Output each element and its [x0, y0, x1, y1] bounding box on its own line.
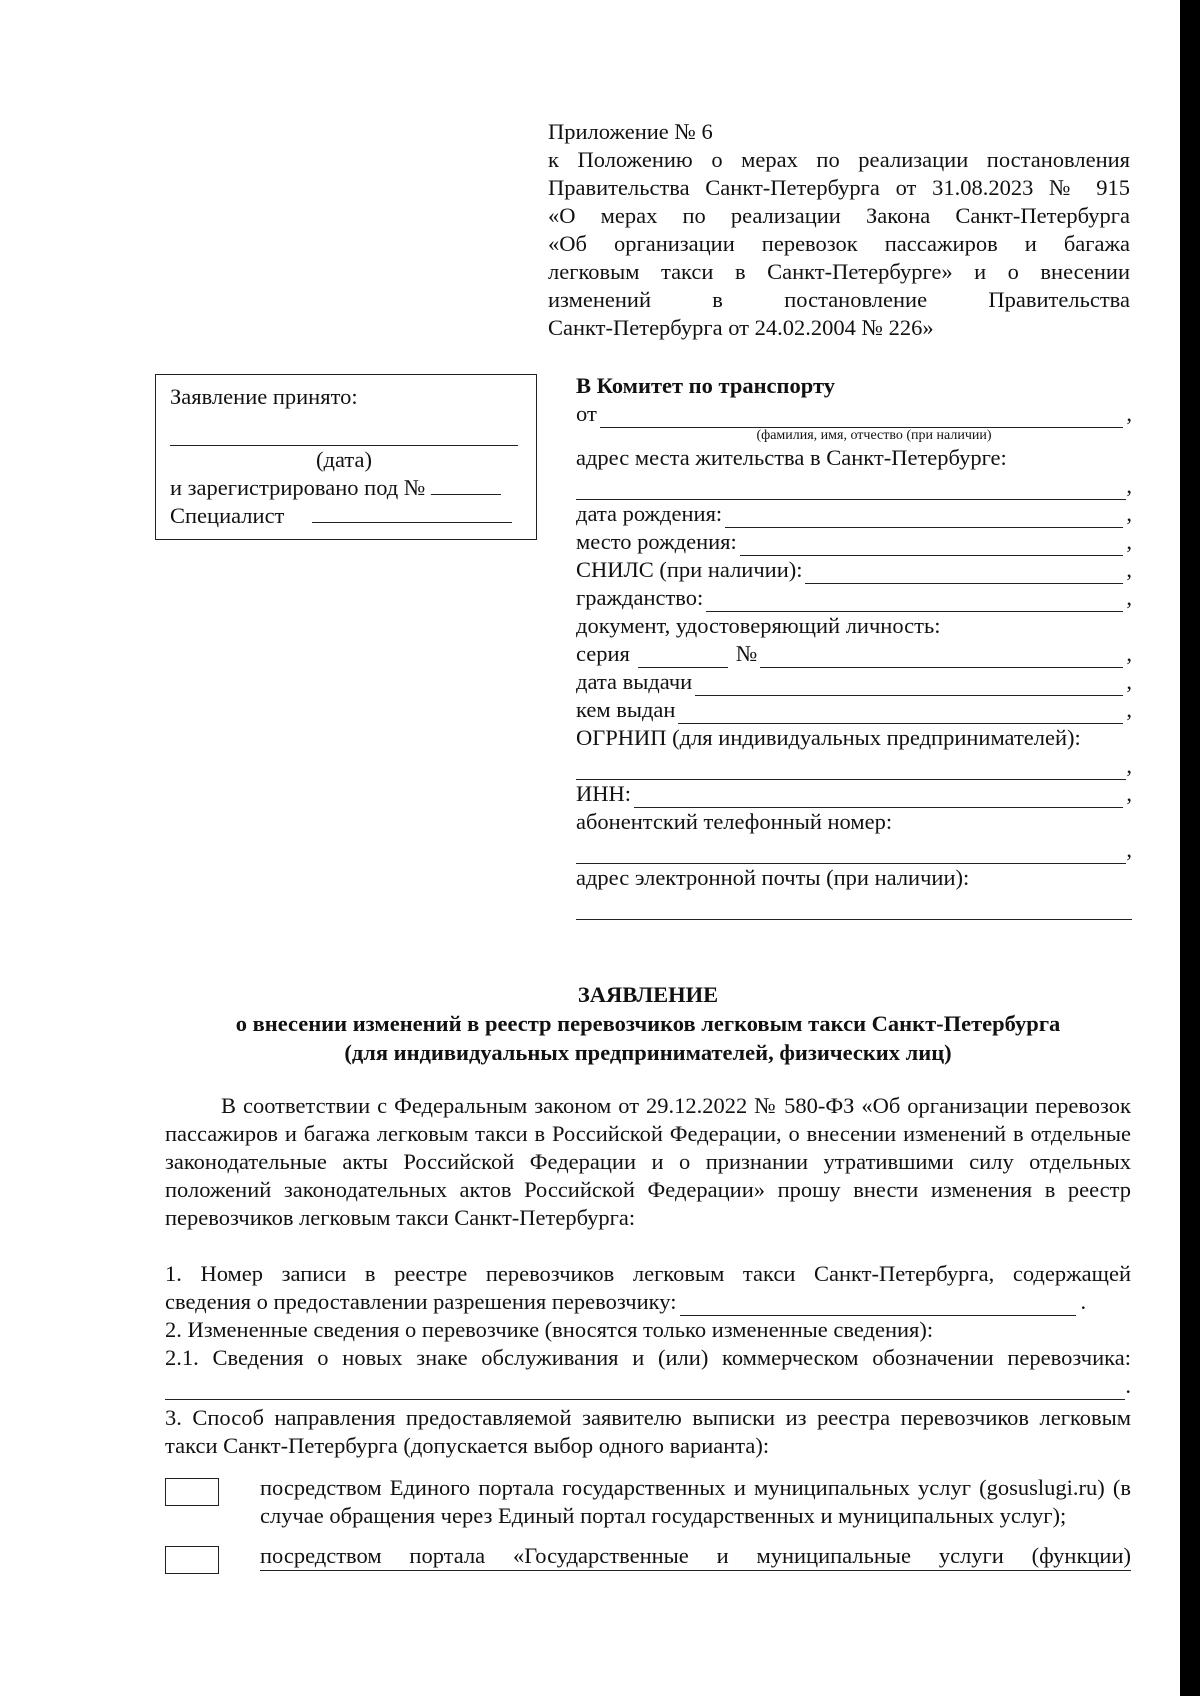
option-label: посредством Единого портала государственных и муниципальных услуг (gosuslugi.ru) (в случае обращения через Единый портал государственных и муниципальных услуг);	[260, 1475, 1131, 1528]
issued-by-row	[576, 696, 1132, 724]
citizenship-field[interactable]	[706, 591, 1123, 612]
stamp-specialist-label: Специалист	[170, 503, 285, 528]
address-label: адрес места жительства в Санкт-Петербурге:	[576, 445, 1007, 470]
service-mark-field[interactable]	[165, 1379, 1125, 1400]
title-sub: (для индивидуальных предпринимателей, физических лиц)	[344, 1040, 952, 1065]
application-title	[165, 980, 1131, 1067]
delivery-option-gosuslugi	[165, 1474, 1131, 1530]
comma: ,	[1126, 837, 1132, 862]
stamp-accepted-label: Заявление принято:	[170, 384, 358, 409]
id-document-label: документ, удостоверяющий личность:	[576, 613, 941, 638]
birth-date-row	[576, 500, 1132, 528]
inn-row	[576, 780, 1132, 808]
issue-date-label: дата выдачи	[576, 669, 693, 694]
comma: ,	[1126, 641, 1132, 666]
checkbox[interactable]	[165, 1478, 219, 1506]
option-label: посредством портала «Государственные и муниципальные услуги (функции)	[260, 1542, 1131, 1571]
birth-place-label: место рождения:	[576, 529, 737, 554]
item-1-row	[165, 1288, 1131, 1316]
comma: ,	[1126, 473, 1132, 498]
birth-date-field[interactable]	[725, 507, 1123, 528]
comma: ,	[1126, 401, 1132, 426]
comma: ,	[1126, 697, 1132, 722]
issued-by-field[interactable]	[678, 703, 1123, 724]
period: .	[1125, 1373, 1131, 1398]
stamp-number-line	[431, 474, 501, 495]
annex-text-line: к Положению о мерах по реализации постановления	[548, 147, 1130, 172]
citizenship-row	[576, 584, 1132, 612]
item-3: 3. Способ направления предоставляемой заявителю выписки из реестра перевозчиков легковым такси Санкт-Петербурга (допускается выбор одного варианта):	[165, 1405, 1131, 1458]
annex-number: Приложение № 6	[548, 119, 713, 144]
registration-stamp-box	[155, 374, 537, 540]
recipient-heading: В Комитет по транспорту	[576, 373, 835, 398]
birth-place-row	[576, 528, 1132, 556]
id-series-row	[576, 640, 1132, 668]
stamp-specialist-line	[312, 502, 512, 523]
annex-text-line: Правительства Санкт-Петербурга от 31.08.2023 № 915	[548, 175, 1130, 200]
stamp-specialist-row	[170, 502, 536, 530]
checkbox[interactable]	[165, 1546, 219, 1574]
item-1-label: сведения о предоставлении разрешения перевозчику:	[165, 1289, 677, 1314]
inn-field[interactable]	[634, 787, 1123, 808]
delivery-option-portal	[165, 1542, 1131, 1571]
period: .	[1080, 1289, 1087, 1314]
address-field[interactable]	[576, 479, 1126, 500]
intro-paragraph: В соответствии с Федеральным законом от 29.12.2022 № 580-ФЗ «Об организации перевозок пассажиров и багажа легковым такси в Российской Федерации, о внесении изменений в отдельные законодательные акты Российской Федерации и о признании утратившими силу отдельных положений законодательных актов Российской Федерации» прошу внести изменения в реестр перевозчиков легковым такси Санкт-Петербурга:	[165, 1093, 1131, 1230]
from-field[interactable]	[600, 407, 1124, 428]
item-2: 2. Измененные сведения о перевозчике (вносятся только измененные сведения):	[165, 1317, 934, 1342]
comma: ,	[1126, 501, 1132, 526]
annex-text-line: легковым такси в Санкт-Петербурге» и о внесении	[548, 259, 1130, 284]
stamp-date-label: (дата)	[316, 447, 372, 472]
annex-text-line: «Об организации перевозок пассажиров и багажа	[548, 231, 1130, 256]
snils-row	[576, 556, 1132, 584]
application-body	[165, 1092, 1131, 1571]
item-2-1: 2.1. Сведения о новых знаке обслуживания и (или) коммерческом обозначении перевозчика:	[165, 1345, 1131, 1370]
issue-date-field[interactable]	[695, 675, 1123, 696]
from-field-note: (фамилия, имя, отчество (при наличии)	[756, 428, 992, 443]
comma: ,	[1126, 669, 1132, 694]
issued-by-label: кем выдан	[576, 697, 676, 722]
birth-place-field[interactable]	[740, 535, 1124, 556]
scan-edge	[1180, 0, 1200, 1696]
ogrnip-field[interactable]	[576, 759, 1126, 780]
address-row	[576, 472, 1132, 500]
item-2-1-row	[165, 1372, 1131, 1400]
email-row	[576, 892, 1132, 920]
id-number-field[interactable]	[760, 647, 1123, 668]
birth-date-label: дата рождения:	[576, 501, 723, 526]
comma: ,	[1126, 781, 1132, 806]
series-label: серия	[576, 641, 630, 666]
stamp-date-line	[170, 425, 518, 446]
phone-row	[576, 836, 1132, 864]
series-field[interactable]	[638, 647, 728, 668]
title-main: ЗАЯВЛЕНИЕ	[577, 982, 719, 1007]
ogrnip-label: ОГРНИП (для индивидуальных предпринимателей):	[576, 725, 1081, 750]
stamp-registered-row	[170, 474, 536, 502]
from-row	[576, 400, 1132, 428]
phone-label: абонентский телефонный номер:	[576, 809, 893, 834]
applicant-details	[576, 372, 1132, 920]
comma: ,	[1126, 529, 1132, 554]
stamp-registered-label: и зарегистрировано под №	[170, 475, 426, 500]
comma: ,	[1126, 557, 1132, 582]
number-label: №	[735, 641, 758, 666]
snils-label: СНИЛС (при наличии):	[576, 557, 803, 582]
from-label: от	[576, 401, 597, 426]
comma: ,	[1126, 753, 1132, 778]
annex-text-line: «О мерах по реализации Закона Санкт-Петербурга	[548, 203, 1130, 228]
annex-text-line: изменений в постановление Правительства	[548, 287, 1130, 312]
issue-date-row	[576, 668, 1132, 696]
comma: ,	[1126, 585, 1132, 610]
inn-label: ИНН:	[576, 781, 631, 806]
snils-field[interactable]	[805, 563, 1123, 584]
annex-header	[548, 118, 1130, 342]
phone-field[interactable]	[576, 843, 1126, 864]
annex-text-line: Санкт-Петербурга от 24.02.2004 № 226»	[548, 315, 934, 340]
ogrnip-row	[576, 752, 1132, 780]
title-sub: о внесении изменений в реестр перевозчиков легковым такси Санкт-Петербурга	[235, 1011, 1061, 1036]
citizenship-label: гражданство:	[576, 585, 704, 610]
registry-record-field[interactable]	[680, 1295, 1076, 1316]
email-field[interactable]	[576, 899, 1132, 920]
item-1: 1. Номер записи в реестре перевозчиков легковым такси Санкт-Петербурга, содержащей	[165, 1261, 1131, 1286]
email-label: адрес электронной почты (при наличии):	[576, 865, 970, 890]
